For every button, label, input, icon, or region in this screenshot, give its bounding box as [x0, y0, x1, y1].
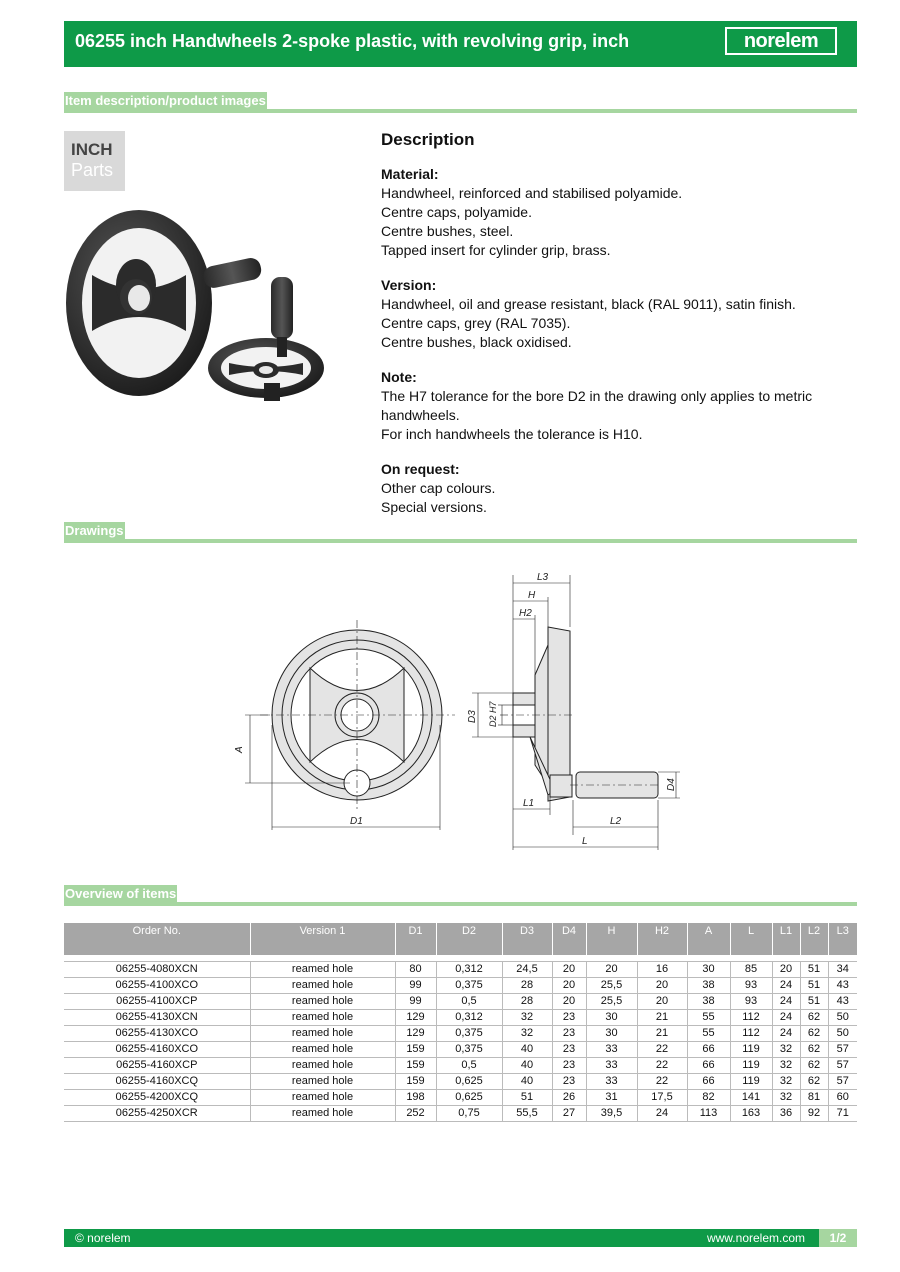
dim-label-d3: D3	[467, 710, 478, 723]
page-number: 1/2	[819, 1229, 857, 1247]
table-cell: 20	[772, 962, 800, 978]
table-row[interactable]	[64, 1026, 857, 1042]
table-cell: 55	[687, 1010, 730, 1026]
note-line: The H7 tolerance for the bore D2 in the drawing only applies to metric handwheels.	[381, 388, 813, 423]
dim-label-h2: H2	[519, 608, 532, 619]
table-cell: 81	[800, 1090, 828, 1106]
table-cell: 28	[502, 994, 552, 1010]
section-title: Drawings	[65, 523, 124, 538]
table-cell: 24	[772, 1026, 800, 1042]
table-cell: 141	[730, 1090, 772, 1106]
col-header[interactable]: H	[586, 923, 637, 955]
table-cell: 112	[730, 1010, 772, 1026]
table-cell: 22	[637, 1058, 687, 1074]
col-header[interactable]: L1	[772, 923, 800, 955]
dim-label-a: A	[234, 746, 245, 753]
dim-label-l: L	[582, 836, 588, 847]
table-cell: reamed hole	[250, 1010, 395, 1026]
table-cell: 0,375	[436, 1042, 502, 1058]
table-cell: 17,5	[637, 1090, 687, 1106]
col-header[interactable]: H2	[637, 923, 687, 955]
dim-label-l1: L1	[523, 798, 535, 809]
table-cell: 25,5	[586, 978, 637, 994]
table-cell: reamed hole	[250, 978, 395, 994]
table-cell: 119	[730, 1074, 772, 1090]
table-cell: reamed hole	[250, 1042, 395, 1058]
order-number-cell: 06255-4080XCN	[64, 962, 250, 978]
table-cell: 198	[395, 1090, 436, 1106]
version-line: Handwheel, oil and grease resistant, black (RAL 9011), satin finish.	[381, 296, 796, 312]
table-cell: 24	[637, 1106, 687, 1122]
table-cell: 20	[637, 994, 687, 1010]
product-image	[64, 205, 334, 410]
table-cell: 99	[395, 978, 436, 994]
order-number-cell: 06255-4100XCO	[64, 978, 250, 994]
table-cell: 40	[502, 1074, 552, 1090]
table-cell: reamed hole	[250, 1106, 395, 1122]
table-cell: 20	[637, 978, 687, 994]
badge-line-2: Parts	[71, 160, 114, 180]
table-cell: 66	[687, 1058, 730, 1074]
table-cell: 99	[395, 994, 436, 1010]
table-cell: 24,5	[502, 962, 552, 978]
section-title: Overview of items	[65, 886, 177, 901]
col-header[interactable]: Version 1	[250, 923, 395, 955]
table-cell: 50	[828, 1026, 857, 1042]
table-cell: reamed hole	[250, 994, 395, 1010]
table-cell: 159	[395, 1074, 436, 1090]
table-header-row	[64, 923, 857, 955]
material-label: Material:	[381, 166, 439, 182]
table-cell: 93	[730, 994, 772, 1010]
table-cell: 62	[800, 1074, 828, 1090]
table-cell: 33	[586, 1074, 637, 1090]
side-dimensions	[472, 575, 680, 850]
page-footer	[64, 1229, 857, 1247]
table-cell: 32	[772, 1058, 800, 1074]
table-cell: 20	[552, 994, 586, 1010]
table-cell: 0,5	[436, 994, 502, 1010]
table-cell: 0,5	[436, 1058, 502, 1074]
version-line: Centre caps, grey (RAL 7035).	[381, 315, 571, 331]
table-cell: 32	[502, 1010, 552, 1026]
dim-label-h: H	[528, 590, 536, 601]
note-line: For inch handwheels the tolerance is H10.	[381, 426, 643, 442]
table-cell: 30	[586, 1010, 637, 1026]
table-cell: 50	[828, 1010, 857, 1026]
request-line: Other cap colours.	[381, 480, 496, 496]
dim-label-d2: D2 H7	[488, 701, 498, 727]
table-cell: 62	[800, 1026, 828, 1042]
table-cell: 23	[552, 1026, 586, 1042]
dim-label-l3: L3	[537, 572, 549, 583]
footer-url[interactable]: www.norelem.com	[706, 1231, 805, 1245]
table-cell: 36	[772, 1106, 800, 1122]
version-label: Version:	[381, 277, 437, 293]
table-cell: 0,312	[436, 962, 502, 978]
table-cell: 71	[828, 1106, 857, 1122]
table-cell: 31	[586, 1090, 637, 1106]
table-cell: 119	[730, 1042, 772, 1058]
table-cell: 85	[730, 962, 772, 978]
table-cell: 93	[730, 978, 772, 994]
side-view	[500, 627, 660, 801]
table-cell: 16	[637, 962, 687, 978]
order-number-cell: 06255-4160XCP	[64, 1058, 250, 1074]
table-cell: 40	[502, 1058, 552, 1074]
table-cell: 30	[586, 1026, 637, 1042]
table-cell: 0,625	[436, 1090, 502, 1106]
table-cell: 38	[687, 978, 730, 994]
table-cell: 20	[552, 978, 586, 994]
table-cell: 119	[730, 1058, 772, 1074]
table-cell: 40	[502, 1042, 552, 1058]
table-cell: 33	[586, 1058, 637, 1074]
table-cell: 20	[586, 962, 637, 978]
table-cell: reamed hole	[250, 1090, 395, 1106]
table-cell: 32	[772, 1042, 800, 1058]
table-cell: 57	[828, 1042, 857, 1058]
col-header[interactable]: L3	[828, 923, 857, 955]
front-view	[245, 620, 455, 830]
table-cell: 0,75	[436, 1106, 502, 1122]
table-cell: 43	[828, 994, 857, 1010]
table-cell: 51	[800, 978, 828, 994]
dim-label-l2: L2	[610, 816, 622, 827]
version-line: Centre bushes, black oxidised.	[381, 334, 572, 350]
order-number-cell: 06255-4250XCR	[64, 1106, 250, 1122]
table-cell: 62	[800, 1010, 828, 1026]
section-drawings	[64, 522, 857, 543]
table-row[interactable]	[64, 1010, 857, 1026]
table-cell: 66	[687, 1042, 730, 1058]
table-cell: 80	[395, 962, 436, 978]
order-number-cell: 06255-4130XCN	[64, 1010, 250, 1026]
table-cell: reamed hole	[250, 1074, 395, 1090]
table-cell: 34	[828, 962, 857, 978]
order-number-cell: 06255-4160XCO	[64, 1042, 250, 1058]
table-cell: 55	[687, 1026, 730, 1042]
table-cell: 51	[800, 962, 828, 978]
table-cell: 38	[687, 994, 730, 1010]
table-cell: 60	[828, 1090, 857, 1106]
table-row[interactable]	[64, 1042, 857, 1058]
order-number-cell: 06255-4130XCO	[64, 1026, 250, 1042]
table-cell: 23	[552, 1042, 586, 1058]
table-cell: 22	[637, 1042, 687, 1058]
description-heading: Description	[381, 130, 475, 149]
table-cell: 27	[552, 1106, 586, 1122]
order-number-cell: 06255-4100XCP	[64, 994, 250, 1010]
table-cell: 32	[502, 1026, 552, 1042]
table-cell: 39,5	[586, 1106, 637, 1122]
table-cell: 32	[772, 1090, 800, 1106]
dim-label-d4: D4	[666, 778, 677, 791]
table-cell: reamed hole	[250, 1058, 395, 1074]
table-row[interactable]	[64, 1074, 857, 1090]
table-cell: 24	[772, 978, 800, 994]
table-cell: 159	[395, 1042, 436, 1058]
col-header[interactable]: L2	[800, 923, 828, 955]
table-row[interactable]	[64, 962, 857, 978]
dim-label-d1: D1	[350, 816, 363, 827]
table-cell: 0,625	[436, 1074, 502, 1090]
table-cell: 129	[395, 1010, 436, 1026]
table-row[interactable]	[64, 1090, 857, 1106]
table-cell: 66	[687, 1074, 730, 1090]
request-line: Special versions.	[381, 499, 487, 515]
table-cell: reamed hole	[250, 1026, 395, 1042]
note-label: Note:	[381, 369, 417, 385]
order-number-cell: 06255-4200XCQ	[64, 1090, 250, 1106]
table-cell: 163	[730, 1106, 772, 1122]
table-cell: 28	[502, 978, 552, 994]
table-row[interactable]	[64, 978, 857, 994]
footer-copyright: © norelem	[75, 1231, 131, 1245]
table-cell: 24	[772, 1010, 800, 1026]
table-cell: 0,312	[436, 1010, 502, 1026]
section-overview	[64, 885, 857, 906]
table-cell: 129	[395, 1026, 436, 1042]
table-cell: 57	[828, 1058, 857, 1074]
table-cell: 0,375	[436, 978, 502, 994]
badge-line-1: INCH	[71, 140, 113, 159]
col-header[interactable]: D4	[552, 923, 586, 955]
page-header	[64, 21, 857, 67]
table-cell: 51	[502, 1090, 552, 1106]
table-cell: 0,375	[436, 1026, 502, 1042]
table-cell: 26	[552, 1090, 586, 1106]
section-title: Item description/product images	[65, 93, 266, 108]
table-row[interactable]	[64, 994, 857, 1010]
order-number-cell: 06255-4160XCQ	[64, 1074, 250, 1090]
page-title: 06255 inch Handwheels 2-spoke plastic, with revolving grip, inch	[75, 31, 630, 51]
material-line: Centre caps, polyamide.	[381, 204, 532, 220]
material-line: Centre bushes, steel.	[381, 223, 514, 239]
table-cell: 62	[800, 1058, 828, 1074]
col-header[interactable]: D1	[395, 923, 436, 955]
col-header[interactable]: Order No.	[64, 923, 250, 955]
material-line: Tapped insert for cylinder grip, brass.	[381, 242, 611, 258]
table-cell: 23	[552, 1010, 586, 1026]
inch-parts-badge	[64, 131, 125, 191]
col-header[interactable]: D3	[502, 923, 552, 955]
table-row[interactable]	[64, 1058, 857, 1074]
table-cell: 22	[637, 1074, 687, 1090]
items-table	[64, 923, 857, 1122]
table-cell: 92	[800, 1106, 828, 1122]
table-cell: 112	[730, 1026, 772, 1042]
table-cell: 32	[772, 1074, 800, 1090]
material-line: Handwheel, reinforced and stabilised polyamide.	[381, 185, 683, 201]
table-cell: 252	[395, 1106, 436, 1122]
table-cell: 55,5	[502, 1106, 552, 1122]
table-row[interactable]	[64, 1106, 857, 1122]
description-block	[381, 130, 857, 517]
table-cell: 113	[687, 1106, 730, 1122]
table-cell: reamed hole	[250, 962, 395, 978]
table-cell: 43	[828, 978, 857, 994]
col-header[interactable]: L	[730, 923, 772, 955]
table-cell: 33	[586, 1042, 637, 1058]
table-cell: 159	[395, 1058, 436, 1074]
section-item-description	[64, 92, 857, 113]
table-cell: 21	[637, 1026, 687, 1042]
table-cell: 57	[828, 1074, 857, 1090]
table-cell: 51	[800, 994, 828, 1010]
table-cell: 20	[552, 962, 586, 978]
technical-drawing	[230, 565, 690, 860]
table-cell: 62	[800, 1042, 828, 1058]
table-cell: 24	[772, 994, 800, 1010]
norelem-logo[interactable]: norelem	[725, 27, 837, 55]
table-cell: 23	[552, 1074, 586, 1090]
table-cell: 21	[637, 1010, 687, 1026]
request-label: On request:	[381, 461, 460, 477]
col-header[interactable]: D2	[436, 923, 502, 955]
table-cell: 25,5	[586, 994, 637, 1010]
col-header[interactable]: A	[687, 923, 730, 955]
table-cell: 30	[687, 962, 730, 978]
table-cell: 82	[687, 1090, 730, 1106]
table-cell: 23	[552, 1058, 586, 1074]
